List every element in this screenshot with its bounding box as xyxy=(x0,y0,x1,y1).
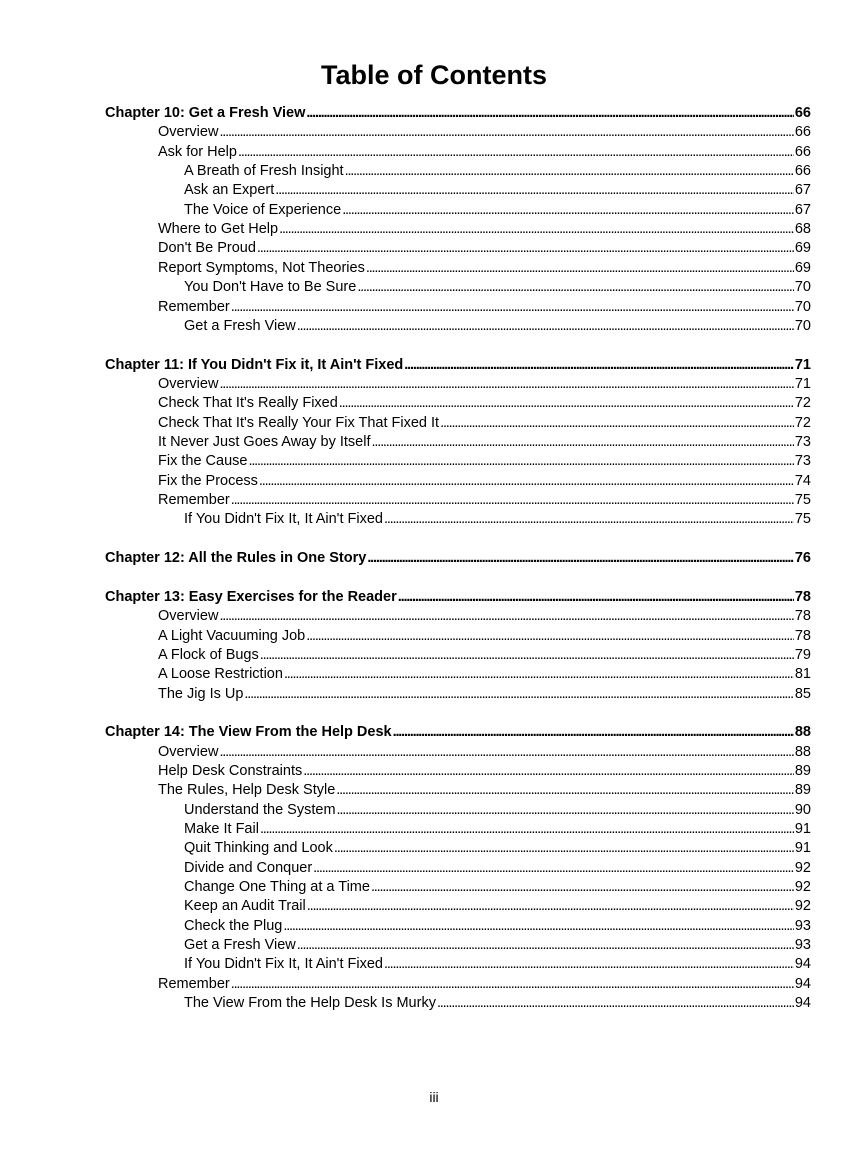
dot-leader xyxy=(219,743,793,762)
dot-leader xyxy=(366,259,794,278)
toc-entry-page: 93 xyxy=(794,917,811,934)
toc-entry-label: Don't Be Proud xyxy=(158,240,256,257)
toc-entry-page: 76 xyxy=(794,550,811,567)
dot-leader xyxy=(219,123,793,142)
toc-entry-page: 92 xyxy=(794,898,811,915)
dot-leader xyxy=(259,472,794,491)
toc-entry-label: Overview xyxy=(158,608,219,625)
toc-entry-label: Check That It's Really Fixed xyxy=(158,395,338,412)
dot-leader xyxy=(303,762,794,781)
dot-leader xyxy=(357,278,794,297)
toc-entry-label: Check the Plug xyxy=(184,917,283,934)
dot-leader xyxy=(231,975,794,994)
toc-entry-page: 70 xyxy=(794,279,811,296)
toc-entry-page: 72 xyxy=(794,395,811,412)
toc-entry-page: 91 xyxy=(794,840,811,857)
dot-leader xyxy=(279,220,794,239)
toc-section-entry[interactable] xyxy=(184,839,811,858)
dot-leader xyxy=(297,317,794,336)
toc-entry-page: 94 xyxy=(794,956,811,973)
toc-entry-label: A Light Vacuuming Job xyxy=(158,627,306,644)
toc-section-entry[interactable] xyxy=(158,452,811,471)
toc-entry-label: If You Didn't Fix It, It Ain't Fixed xyxy=(184,956,383,973)
toc-entry-page: 88 xyxy=(794,743,811,760)
toc-entry-page: 67 xyxy=(794,182,811,199)
dot-leader xyxy=(260,820,794,839)
toc-entry-page: 81 xyxy=(794,666,811,683)
dot-leader xyxy=(384,510,794,529)
toc-entry-label: Report Symptoms, Not Theories xyxy=(158,259,365,276)
toc-section-entry[interactable] xyxy=(158,781,811,800)
toc-section-entry[interactable] xyxy=(184,510,811,529)
toc-entry-page: 73 xyxy=(794,434,811,450)
toc-entry-page: 79 xyxy=(794,646,811,663)
toc-section-entry[interactable] xyxy=(158,298,811,317)
toc-chapter-entry[interactable] xyxy=(105,356,811,375)
toc-entry-label: Get a Fresh View xyxy=(184,317,296,334)
dot-leader xyxy=(238,143,794,162)
toc-entry-label: You Don't Have to Be Sure xyxy=(184,279,357,296)
toc-section-entry[interactable] xyxy=(158,143,811,162)
toc-section-entry[interactable] xyxy=(158,491,811,510)
toc-entry-label: Make It Fail xyxy=(184,821,259,837)
toc-section-entry[interactable] xyxy=(158,375,811,394)
toc-section-entry[interactable] xyxy=(158,627,811,646)
dot-leader xyxy=(307,897,794,916)
toc-section-entry[interactable] xyxy=(158,123,811,142)
toc-entry-page: 69 xyxy=(794,259,811,276)
dot-leader xyxy=(384,955,794,974)
dot-leader xyxy=(248,452,793,471)
toc-entry-page: 68 xyxy=(794,221,811,238)
toc-entry-label: Fix the Process xyxy=(158,472,258,489)
toc-section-entry[interactable] xyxy=(184,181,811,200)
toc-entry-label: Where to Get Help xyxy=(158,221,279,238)
toc-entry-page: 73 xyxy=(794,453,811,470)
dot-leader xyxy=(231,491,794,510)
dot-leader xyxy=(244,685,793,704)
toc-entry-label: Chapter 13: Easy Exercises for the Reader xyxy=(105,588,397,605)
toc-section-entry[interactable] xyxy=(158,394,811,413)
toc-entry-page: 89 xyxy=(794,762,811,779)
toc-entry-page: 66 xyxy=(794,124,811,141)
toc-entry-page: 67 xyxy=(794,201,811,218)
toc-entry-label: Divide and Conquer xyxy=(184,859,313,876)
toc-chapter-entry[interactable] xyxy=(105,723,811,742)
toc-section-entry[interactable] xyxy=(158,685,811,704)
toc-entry-label: Fix the Cause xyxy=(158,453,248,470)
toc-entry-label: Chapter 11: If You Didn't Fix it, It Ain't Fixed xyxy=(105,356,404,373)
toc-entry-label: Help Desk Constraints xyxy=(158,762,303,779)
toc-entry-page: 93 xyxy=(794,937,811,954)
toc-entry-page: 69 xyxy=(794,240,811,257)
toc-entry-label: Keep an Audit Trail xyxy=(184,898,306,915)
toc-section-entry[interactable] xyxy=(158,762,811,781)
toc-entry-page: 72 xyxy=(794,414,811,431)
toc-entry-label: Chapter 12: All the Rules in One Story xyxy=(105,550,367,567)
toc-entry-page: 78 xyxy=(794,627,811,644)
toc-entry-label: Ask for Help xyxy=(158,143,237,160)
toc-entry-page: 75 xyxy=(794,511,811,528)
toc-entry-page: 66 xyxy=(794,143,811,160)
toc-section-entry[interactable] xyxy=(184,801,811,820)
toc-entry-label: A Flock of Bugs xyxy=(158,646,259,663)
toc-entry-page: 66 xyxy=(794,163,811,179)
toc-entry-page: 71 xyxy=(794,375,811,392)
toc-chapter-entry[interactable] xyxy=(105,588,811,607)
toc-entry-page: 70 xyxy=(794,298,811,315)
toc-section-entry[interactable] xyxy=(184,917,811,936)
dot-leader xyxy=(404,356,794,375)
toc-section-entry[interactable] xyxy=(184,897,811,916)
dot-leader xyxy=(257,239,794,258)
toc-section-entry[interactable] xyxy=(158,472,811,491)
dot-leader xyxy=(275,181,794,200)
dot-leader xyxy=(219,607,793,626)
page-number: iii xyxy=(429,1089,439,1105)
dot-leader xyxy=(306,104,793,123)
toc-section-entry[interactable] xyxy=(158,607,811,626)
toc-section-entry[interactable] xyxy=(158,239,811,258)
dot-leader xyxy=(334,839,794,858)
toc-section-entry[interactable] xyxy=(184,317,811,336)
dot-leader xyxy=(371,878,794,897)
toc-section-entry[interactable] xyxy=(158,646,811,665)
dot-leader xyxy=(306,627,794,646)
toc-entry-label: Get a Fresh View xyxy=(184,937,296,954)
toc-section-entry[interactable] xyxy=(158,665,811,684)
dot-leader xyxy=(345,162,794,181)
toc-entry-label: Chapter 14: The View From the Help Desk xyxy=(105,724,392,741)
toc-entry-page: 94 xyxy=(794,975,811,992)
dot-leader xyxy=(231,298,794,317)
toc-section-entry[interactable] xyxy=(158,433,811,452)
toc-entry-page: 75 xyxy=(794,492,811,508)
dot-leader xyxy=(219,375,793,394)
toc-section-entry[interactable] xyxy=(158,743,811,762)
toc-section-entry[interactable] xyxy=(184,859,811,878)
dot-leader xyxy=(398,588,794,607)
toc-section-entry[interactable] xyxy=(184,162,811,181)
toc-entry-page: 91 xyxy=(794,821,811,837)
dot-leader xyxy=(337,801,794,820)
toc-section-entry[interactable] xyxy=(184,820,811,839)
toc-entry-page: 74 xyxy=(794,472,811,489)
dot-leader xyxy=(367,549,794,568)
toc-section-entry[interactable] xyxy=(158,259,811,278)
dot-leader xyxy=(339,394,794,413)
toc-section-entry[interactable] xyxy=(184,201,811,220)
toc-entry-page: 78 xyxy=(794,588,811,605)
toc-section-entry[interactable] xyxy=(158,220,811,239)
dot-leader xyxy=(372,433,794,452)
toc-entry-label: Check That It's Really Your Fix That Fixed It xyxy=(158,414,440,431)
toc-entry-label: A Loose Restriction xyxy=(158,666,283,683)
toc-entry-label: The Rules, Help Desk Style xyxy=(158,782,336,799)
toc-entry-label: The Voice of Experience xyxy=(184,201,342,218)
toc-entry-label: Ask an Expert xyxy=(184,182,275,199)
toc-entry-label: A Breath of Fresh Insight xyxy=(184,163,344,179)
toc-entry-page: 89 xyxy=(794,782,811,799)
dot-leader xyxy=(437,994,794,1013)
dot-leader xyxy=(283,917,794,936)
toc-entry-label: Understand the System xyxy=(184,801,336,818)
toc-entry-label: Chapter 10: Get a Fresh View xyxy=(105,105,306,121)
toc-entry-page: 70 xyxy=(794,317,811,334)
toc-entry-page: 88 xyxy=(794,724,811,741)
toc-entry-label: Remember xyxy=(158,975,230,992)
toc-entry-label: The Jig Is Up xyxy=(158,685,244,702)
dot-leader xyxy=(284,665,794,684)
dot-leader xyxy=(297,936,794,955)
toc-entry-label: The View From the Help Desk Is Murky xyxy=(184,995,436,1012)
toc-entry-page: 66 xyxy=(794,105,811,121)
toc-entry-page: 71 xyxy=(794,356,811,373)
toc-section-entry[interactable] xyxy=(184,878,811,897)
toc-entry-label: It Never Just Goes Away by Itself xyxy=(158,434,371,450)
toc-entry-label: Overview xyxy=(158,743,219,760)
toc-section-entry[interactable] xyxy=(184,994,811,1013)
toc-chapter-entry[interactable] xyxy=(105,549,811,568)
toc-chapter-entry[interactable] xyxy=(105,104,811,123)
toc-section-entry[interactable] xyxy=(184,936,811,955)
toc-section-entry[interactable] xyxy=(184,955,811,974)
toc-section-entry[interactable] xyxy=(158,414,811,433)
dot-leader xyxy=(393,723,794,742)
dot-leader xyxy=(440,414,794,433)
toc-section-entry[interactable] xyxy=(158,975,811,994)
toc-entry-page: 78 xyxy=(794,608,811,625)
toc-entry-page: 94 xyxy=(794,995,811,1012)
toc-section-entry[interactable] xyxy=(184,278,811,297)
toc-entry-page: 92 xyxy=(794,879,811,895)
dot-leader xyxy=(260,646,794,665)
toc-entry-label: Remember xyxy=(158,492,230,508)
toc-entry-label: Remember xyxy=(158,298,230,315)
toc-entry-label: Overview xyxy=(158,124,219,141)
dot-leader xyxy=(336,781,794,800)
toc-entry-page: 85 xyxy=(794,685,811,702)
toc-entry-label: If You Didn't Fix It, It Ain't Fixed xyxy=(184,511,383,528)
dot-leader xyxy=(313,859,794,878)
page-title: Table of Contents xyxy=(321,60,547,90)
dot-leader xyxy=(342,201,794,220)
toc-entry-label: Overview xyxy=(158,375,219,392)
toc-entry-page: 92 xyxy=(794,859,811,876)
toc-entry-page: 90 xyxy=(794,801,811,818)
toc-entry-label: Change One Thing at a Time xyxy=(184,879,370,895)
toc-entry-label: Quit Thinking and Look xyxy=(184,840,333,857)
